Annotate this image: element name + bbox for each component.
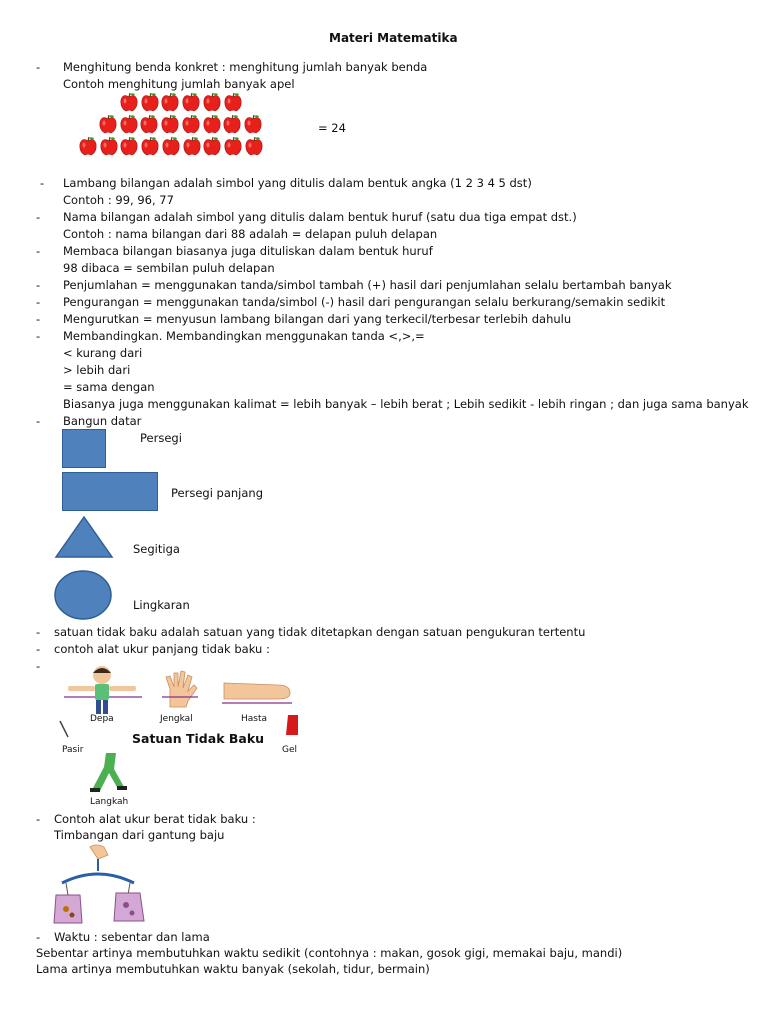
list-item: Nama bilangan adalah simbol yang ditulis dalam bentuk huruf (satu dua tiga empat dst.) [63, 210, 577, 224]
list-item: Mengurutkan = menyusun lambang bilangan dari yang terkecil/terbesar terlebih dahulu [63, 312, 572, 326]
bullet-dash: - [36, 295, 41, 309]
walking-figure-icon [84, 751, 134, 797]
apple-icon [244, 136, 264, 156]
pasir-label: Pasir [62, 745, 84, 755]
apple-count-label: = 24 [318, 121, 346, 135]
bullet-dash: - [36, 312, 41, 326]
square-label: Persegi [140, 431, 182, 445]
list-item-sub: 98 dibaca = sembilan puluh delapan [63, 261, 275, 275]
apple-icon [243, 114, 263, 134]
depa-figure-icon [62, 661, 146, 715]
compare-line: Membandingkan. Membandingkan menggunakan tanda <,>,= [63, 329, 425, 343]
apple-icon [202, 92, 222, 112]
apple-icon [161, 136, 181, 156]
apple-icon [98, 114, 118, 134]
list-item-sub: Contoh : 99, 96, 77 [63, 193, 174, 207]
weight-example-line: Timbangan dari gantung baju [54, 828, 225, 842]
partial-object-icon [58, 719, 72, 741]
bullet-dash: - [36, 60, 41, 74]
square-shape [62, 429, 106, 468]
units-line: satuan tidak baku adalah satuan yang tidak ditetapkan dengan satuan pengukuran tertentu [54, 625, 586, 639]
bullet-dash: - [36, 210, 41, 224]
apple-icon [223, 92, 243, 112]
list-item-sub: Contoh : nama bilangan dari 88 adalah = delapan puluh delapan [63, 227, 438, 241]
apple-icon [181, 92, 201, 112]
apple-icon [160, 114, 180, 134]
time-long-line: Lama artinya membutuhkan waktu banyak (sekolah, tidur, bermain) [36, 962, 430, 976]
list-item: Penjumlahan = menggunakan tanda/simbol tambah (+) hasil dari penjumlahan selalu bertambah banyak [63, 278, 672, 292]
bullet-dash: - [36, 930, 41, 944]
units-example-line: contoh alat ukur panjang tidak baku : [54, 642, 270, 656]
counting-example-line: Contoh menghitung jumlah banyak apel [63, 77, 295, 91]
bullet-dash: - [36, 414, 41, 428]
time-heading: Waktu : sebentar dan lama [54, 930, 210, 944]
compare-equal: = sama dengan [63, 380, 155, 394]
apple-icon [140, 92, 160, 112]
circle-label: Lingkaran [133, 598, 190, 612]
shapes-heading: Bangun datar [63, 414, 142, 428]
hanger-scale-icon [52, 843, 152, 927]
rectangle-shape [62, 472, 158, 511]
depa-label: Depa [90, 714, 114, 724]
apple-icon [78, 136, 98, 156]
hand-icon [158, 667, 202, 711]
bullet-dash: - [36, 329, 41, 343]
compare-note: Biasanya juga menggunakan kalimat = lebih banyak – lebih berat ; Lebih sedikit - lebih ringan ; dan juga sama banyak [63, 397, 749, 411]
apple-icon [119, 92, 139, 112]
apple-icon [202, 114, 222, 134]
bullet-dash: - [36, 625, 41, 639]
langkah-label: Langkah [90, 797, 129, 807]
compare-greater-than: > lebih dari [63, 363, 131, 377]
gel-label: Gel [282, 745, 298, 755]
list-item: Lambang bilangan adalah simbol yang ditulis dalam bentuk angka (1 2 3 4 5 dst) [63, 176, 532, 190]
bullet-dash: - [36, 812, 41, 826]
apple-icon [119, 136, 139, 156]
page-title: Materi Matematika [329, 31, 458, 45]
time-short-line: Sebentar artinya membutuhkan waktu sedikit (contohnya : makan, gosok gigi, memakai baju, mandi) [36, 946, 623, 960]
apple-icon [202, 136, 222, 156]
apple-icon [140, 136, 160, 156]
nonstandard-units-illustration [56, 657, 298, 807]
compare-less-than: < kurang dari [63, 346, 143, 360]
apple-icon [99, 136, 119, 156]
bullet-dash: - [36, 642, 41, 656]
weight-line: Contoh alat ukur berat tidak baku : [54, 812, 256, 826]
bullet-dash: - [36, 659, 41, 673]
apple-icon [181, 114, 201, 134]
bullet-dash: - [36, 244, 41, 258]
list-item: Membaca bilangan biasanya juga dituliskan dalam bentuk huruf [63, 244, 433, 258]
forearm-icon [220, 673, 294, 707]
bullet-dash: - [40, 176, 45, 190]
apple-icon [160, 92, 180, 112]
hasta-label: Hasta [241, 714, 268, 724]
glass-icon [284, 713, 300, 739]
apple-icon [222, 114, 242, 134]
bullet-dash: - [36, 278, 41, 292]
apple-icon [119, 114, 139, 134]
illustration-title: Satuan Tidak Baku [132, 731, 265, 746]
triangle-shape [55, 515, 115, 559]
apple-icon [139, 114, 159, 134]
jengkal-label: Jengkal [160, 714, 193, 724]
apple-icon [182, 136, 202, 156]
rectangle-label: Persegi panjang [171, 486, 264, 500]
apple-icon [223, 136, 243, 156]
circle-shape [54, 570, 114, 620]
counting-line: Menghitung benda konkret : menghitung jumlah banyak benda [63, 60, 428, 74]
triangle-label: Segitiga [133, 542, 180, 556]
list-item: Pengurangan = menggunakan tanda/simbol (-) hasil dari pengurangan selalu berkurang/semakin sedikit [63, 295, 666, 309]
